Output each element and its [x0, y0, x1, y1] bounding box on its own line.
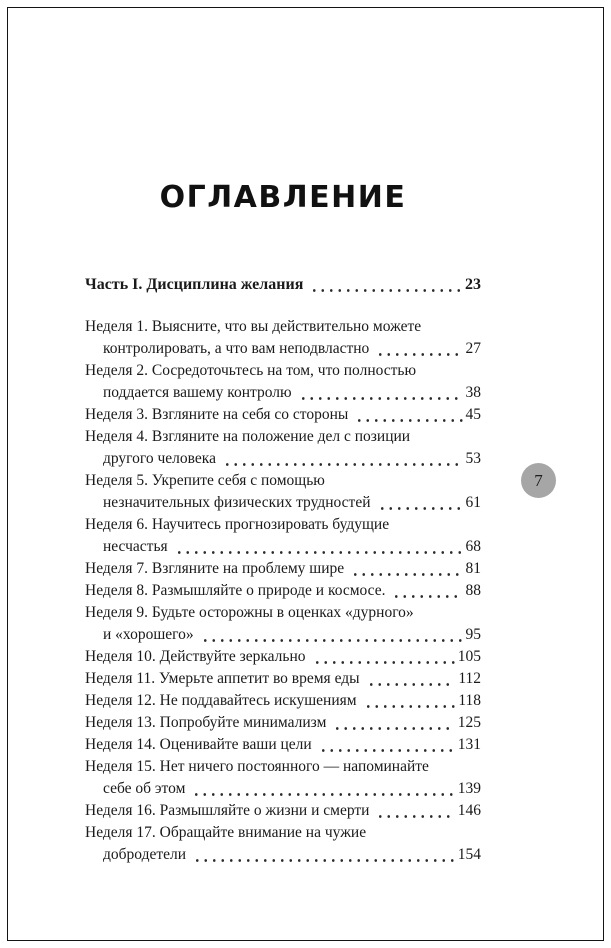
toc-line — [85, 360, 481, 382]
toc-entry-text: Неделя 9. Будьте осторожны в оценках «дурного» — [85, 604, 414, 621]
toc-page-number: 154 — [457, 846, 481, 863]
toc-line — [85, 778, 481, 800]
toc-line — [85, 536, 481, 558]
dot-leader — [308, 274, 462, 296]
toc-line — [85, 712, 481, 734]
toc-entry — [85, 800, 481, 822]
toc-line — [85, 822, 481, 844]
toc-entry-text: Неделя 14. Оценивайте ваши цели — [85, 736, 312, 753]
toc-entry-text: Неделя 8. Размышляйте о природе и космосе. — [85, 582, 386, 599]
toc-line — [85, 274, 481, 296]
toc-entry-text: незначительных физических трудностей — [103, 494, 371, 511]
toc-page-number: 118 — [458, 692, 481, 709]
toc-entry-text: контролировать, а что вам неподвластно — [103, 340, 370, 357]
dot-leader — [190, 778, 454, 800]
toc-page-number: 23 — [465, 276, 481, 293]
toc-entry — [85, 668, 481, 690]
dot-leader — [362, 690, 456, 712]
toc-line — [85, 668, 481, 690]
toc-entry-text: Неделя 7. Взгляните на проблему шире — [85, 560, 345, 577]
dot-leader — [221, 448, 463, 470]
toc-page-number: 53 — [465, 450, 481, 467]
toc-entry — [85, 822, 481, 866]
toc-entry-text: Неделя 3. Взгляните на себя со стороны — [85, 406, 349, 423]
toc-entry — [85, 426, 481, 470]
toc-page-number: 95 — [465, 626, 481, 643]
toc-line — [85, 690, 481, 712]
toc-line — [85, 404, 481, 426]
toc-entry-text: Неделя 6. Научитесь прогнозировать будущие — [85, 516, 390, 533]
toc-page-number: 81 — [465, 560, 481, 577]
toc-line — [85, 624, 481, 646]
toc-entry — [85, 734, 481, 756]
dot-leader — [199, 624, 463, 646]
toc-entry-text: добродетели — [103, 846, 187, 863]
toc-line — [85, 844, 481, 866]
toc-page-number: 112 — [458, 670, 481, 687]
page-title: ОГЛАВЛЕНИЕ — [159, 180, 407, 215]
dot-leader — [376, 492, 463, 514]
toc-entry — [85, 580, 481, 602]
toc-entry-text: себе об этом — [103, 780, 186, 797]
toc-entry — [85, 712, 481, 734]
part-heading — [85, 274, 481, 296]
dot-leader — [374, 338, 462, 360]
toc-entry-text: Неделя 10. Действуйте зеркально — [85, 648, 306, 665]
toc-entry — [85, 756, 481, 800]
toc-entry — [85, 602, 481, 646]
toc-entry — [85, 690, 481, 712]
dot-leader — [331, 712, 454, 734]
toc-line — [85, 382, 481, 404]
toc-entry — [85, 360, 481, 404]
toc-entry — [85, 514, 481, 558]
toc-entry-text: Неделя 1. Выясните, что вы действительно можете — [85, 318, 422, 335]
toc-entry-text: Часть I. Дисциплина желания — [85, 276, 304, 293]
toc-entry — [85, 470, 481, 514]
page-number-badge: 7 — [521, 463, 556, 498]
toc-list — [85, 274, 481, 866]
toc-entry — [85, 404, 481, 426]
toc-entry-text: другого человека — [103, 450, 216, 467]
toc-page-number: 105 — [457, 648, 481, 665]
toc-page-number: 146 — [457, 802, 481, 819]
toc-entry — [85, 646, 481, 668]
toc-page-number: 27 — [465, 340, 481, 357]
dot-leader — [390, 580, 462, 602]
toc-page-number: 131 — [457, 736, 481, 753]
toc-line — [85, 800, 481, 822]
toc-entry-text: Неделя 11. Умерьте аппетит во время еды — [85, 670, 360, 687]
toc-entry-text: Неделя 12. Не поддавайтесь искушениям — [85, 692, 357, 709]
toc-line — [85, 448, 481, 470]
toc-line — [85, 602, 481, 624]
toc-entry-text: и «хорошего» — [103, 626, 194, 643]
dot-leader — [297, 382, 463, 404]
toc-entry-text: Неделя 16. Размышляйте о жизни и смерти — [85, 802, 370, 819]
dot-leader — [317, 734, 455, 756]
toc-page-number: 68 — [465, 538, 481, 555]
toc-entry-text: Неделя 13. Попробуйте минимализм — [85, 714, 327, 731]
toc-line — [85, 426, 481, 448]
toc-page-number: 45 — [465, 406, 481, 423]
dot-leader — [374, 800, 454, 822]
toc-line — [85, 558, 481, 580]
toc-entry-text: поддается вашему контролю — [103, 384, 292, 401]
toc-entry — [85, 558, 481, 580]
toc-line — [85, 734, 481, 756]
dot-leader — [353, 404, 462, 426]
toc-line — [85, 580, 481, 602]
toc-line — [85, 756, 481, 778]
toc-line — [85, 646, 481, 668]
toc-page-number: 61 — [465, 494, 481, 511]
toc-line — [85, 338, 481, 360]
toc-page-number: 38 — [465, 384, 481, 401]
dot-leader — [173, 536, 463, 558]
page-content — [85, 0, 481, 866]
toc-page-number: 139 — [457, 780, 481, 797]
toc-line — [85, 470, 481, 492]
toc-line — [85, 492, 481, 514]
dot-leader — [191, 844, 455, 866]
toc-line — [85, 316, 481, 338]
toc-entry-text: Неделя 4. Взгляните на положение дел с позиции — [85, 428, 411, 445]
dot-leader — [349, 558, 462, 580]
dot-leader — [311, 646, 455, 668]
toc-entry-text: Неделя 15. Нет ничего постоянного — напоминайте — [85, 758, 429, 775]
toc-entry-text: Неделя 2. Сосредоточьтесь на том, что полностью — [85, 362, 417, 379]
toc-page-number: 88 — [465, 582, 481, 599]
dot-leader — [365, 668, 456, 690]
toc-entry-text: Неделя 5. Укрепите себя с помощью — [85, 472, 325, 489]
toc-entry-text: несчастья — [103, 538, 168, 555]
toc-entry — [85, 316, 481, 360]
toc-entry-text: Неделя 17. Обращайте внимание на чужие — [85, 824, 367, 841]
toc-line — [85, 514, 481, 536]
toc-page-number: 125 — [457, 714, 481, 731]
